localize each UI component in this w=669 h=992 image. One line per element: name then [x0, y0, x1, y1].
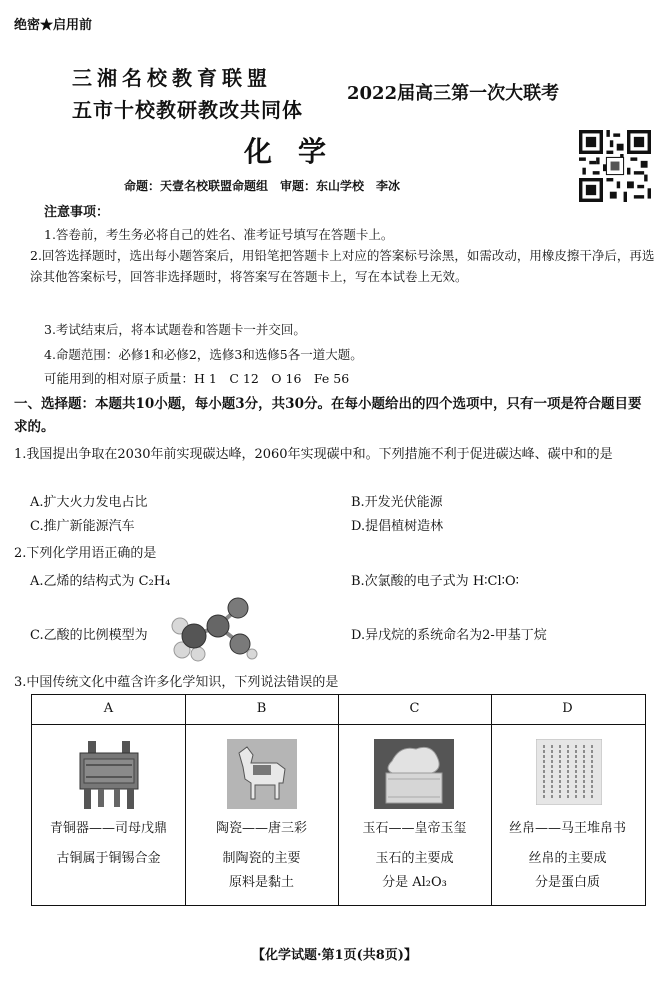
atomic-masses: 可能用到的相对原子质量：H 1 C 12 O 16 Fe 56 [44, 371, 350, 386]
option-b: B.开发光伏能源 [351, 495, 443, 510]
caption-a: 青铜器——司母戊鼎 [49, 821, 167, 836]
desc-a-line1: 古铜属于铜锡合金 [56, 851, 161, 866]
subject-title: 化学 [244, 135, 353, 168]
jade-seal-image [374, 739, 454, 809]
option-b: B.次氯酸的电子式为 H∶Cl∶O∶ [351, 574, 520, 589]
desc-c-line2: 分是 Al₂O₃ [382, 875, 447, 890]
desc-c-line1: 玉石的主要成 [375, 851, 454, 866]
column-header-b: B [256, 701, 267, 716]
page-footer: 【化学试题·第1页(共8页)】 [252, 948, 417, 963]
option-d: D.异戊烷的系统命名为2-甲基丁烷 [351, 628, 547, 643]
confidential-label: 绝密★启用前 [14, 18, 93, 33]
caption-c: 玉石——皇帝玉玺 [362, 821, 467, 836]
question-stem: 3.中国传统文化中蕴含许多化学知识，下列说法错误的是 [14, 675, 339, 690]
column-header-d: D [562, 701, 573, 716]
column-header-c: C [409, 701, 420, 716]
note-item: 4.命题范围：必修1和必修2，选修3和选修5各一道大题。 [44, 347, 363, 362]
question-stem: 2.下列化学用语正确的是 [14, 546, 157, 561]
desc-b-line1: 制陶瓷的主要 [222, 851, 301, 866]
caption-b: 陶瓷——唐三彩 [215, 821, 307, 836]
section-heading: 一、选择题：本题共10小题，每小题3分，共30分。在每小题给出的四个选项中，只有一项是符合题目要求的。 [14, 396, 642, 435]
acetic-acid-model-image [168, 596, 258, 664]
desc-d-line2: 分是蛋白质 [534, 875, 600, 890]
note-item: 2.回答选择题时，选出每小题答案后，用铅笔把答题卡上对应的答案标号涂黑，如需改动，用橡皮擦干净后，再选涂其他答案标号，回答非选择题时，将答案写在答题卡上，写在本试卷上无效。 [30, 248, 655, 284]
desc-d-line1: 丝帛的主要成 [528, 851, 607, 866]
notes-heading: 注意事项： [44, 205, 110, 220]
author-line: 命题：天壹名校联盟命题组 审题：东山学校 李冰 [124, 179, 401, 193]
question-stem: 1.我国提出争取在2030年前实现碳达峰，2060年实现碳中和。下列措施不利于促进碳达峰、碳中和的是 [14, 447, 613, 462]
option-a: A.扩大火力发电占比 [30, 495, 148, 510]
exam-title: 2022届高三第一次大联考 [347, 83, 560, 104]
option-c: C.推广新能源汽车 [30, 519, 135, 534]
qr-code-icon [579, 130, 651, 202]
note-item: 1.答卷前，考生务必将自己的姓名、准考证号填写在答题卡上。 [44, 227, 394, 242]
union-name-line2: 五市十校教研教改共同体 [72, 98, 303, 122]
option-d: D.提倡植树造林 [351, 519, 444, 534]
caption-d: 丝帛——马王堆帛书 [508, 821, 626, 836]
culture-table [31, 694, 646, 906]
option-c: C.乙酸的比例模型为 [30, 628, 148, 643]
column-header-a: A [103, 701, 114, 716]
union-name-line1: 三湘名校教育联盟 [72, 66, 272, 90]
option-a: A.乙烯的结构式为 C₂H₄ [30, 574, 171, 589]
bronze-ding-image [74, 739, 144, 811]
tang-sancai-horse-image [227, 739, 297, 809]
desc-b-line2: 原料是黏土 [228, 875, 294, 890]
note-item: 3.考试结束后，将本试题卷和答题卡一并交回。 [44, 322, 306, 337]
silk-manuscript-image [536, 739, 602, 805]
